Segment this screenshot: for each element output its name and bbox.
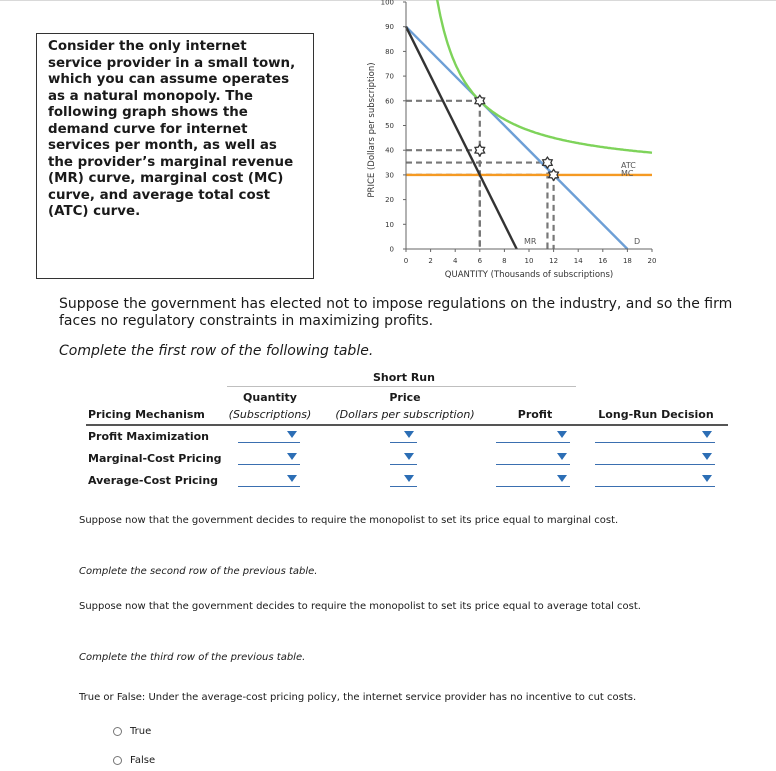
x-tick-label: 12: [549, 257, 559, 265]
scenario-text: Suppose the government has elected not to impose regulations on the industry, and so the firm faces no regulatory constraints in maximizing profits.: [59, 296, 733, 329]
chevron-down-icon: [287, 453, 297, 460]
short-run-rule: [227, 386, 576, 387]
y-tick-label: 70: [385, 72, 394, 81]
profit-dropdown-row2[interactable]: [496, 452, 570, 465]
chevron-down-icon: [287, 475, 297, 482]
chevron-down-icon: [702, 431, 712, 438]
y-axis-label: PRICE (Dollars per subscription): [367, 62, 377, 198]
col-price: [326, 389, 484, 423]
instruction-row2: Complete the second row of the previous table.: [79, 566, 318, 577]
intro-text: Consider the only internet service provider in a small town, which you can assume operates as a natural monopoly. The following graph shows the demand curve for internet services per month, as well as the provider’s marginal revenue (MR) curve, marginal cost (MC) curve, and average total cost (ATC) curve.: [48, 39, 296, 219]
x-tick-label: 16: [598, 257, 608, 265]
header-rule: [86, 424, 728, 426]
col-long-run-label: Long-Run Decision: [598, 408, 714, 421]
y-tick-label: 0: [389, 245, 394, 254]
long-run-dropdown-row3[interactable]: [595, 474, 715, 487]
ac-pricing-text: Suppose now that the government decides to require the monopolist to set its price equal to average total cost.: [79, 601, 641, 612]
y-tick-label: 40: [385, 146, 394, 155]
y-tick-label: 60: [385, 97, 394, 106]
chevron-down-icon: [404, 431, 414, 438]
col-price-label: Price: [389, 391, 421, 404]
chevron-down-icon: [557, 453, 567, 460]
chevron-down-icon: [287, 431, 297, 438]
y-tick-label: 30: [385, 171, 394, 180]
col-profit: [509, 406, 561, 423]
price-dropdown-row2[interactable]: [390, 452, 417, 465]
x-tick-label: 18: [622, 257, 632, 265]
option-true[interactable]: [113, 726, 151, 737]
col-quantity: [222, 389, 318, 423]
mr-label: MR: [524, 237, 537, 246]
price-dropdown-row1[interactable]: [390, 430, 417, 443]
x-axis-label: QUANTITY (Thousands of subscriptions): [444, 270, 614, 280]
y-tick-label: 10: [385, 220, 394, 229]
mr-curve: [406, 27, 517, 249]
y-tick-label: 100: [380, 0, 394, 7]
col-price-unit: (Dollars per subscription): [335, 408, 475, 421]
x-tick-label: 0: [403, 257, 409, 265]
x-tick-label: 20: [647, 257, 657, 265]
instruction-row1: Complete the first row of the following table.: [59, 343, 374, 359]
chevron-down-icon: [702, 453, 712, 460]
option-false[interactable]: [113, 755, 155, 766]
chevron-down-icon: [557, 431, 567, 438]
atc-curve: [427, 0, 652, 153]
x-tick-label: 14: [573, 257, 583, 265]
y-tick-label: 80: [385, 47, 394, 56]
quantity-dropdown-row2[interactable]: [238, 452, 300, 465]
y-tick-label: 20: [385, 196, 394, 205]
long-run-dropdown-row2[interactable]: [595, 452, 715, 465]
short-run-header: Short Run: [373, 371, 435, 384]
profit-dropdown-row3[interactable]: [496, 474, 570, 487]
x-tick-label: 10: [524, 257, 534, 265]
cost-chart: [352, 0, 672, 290]
option-false-label: False: [130, 755, 156, 766]
col-long-run: [596, 406, 716, 423]
chevron-down-icon: [404, 453, 414, 460]
instruction-row3: Complete the third row of the previous table.: [79, 652, 306, 663]
x-tick-label: 2: [428, 257, 433, 265]
true-false-question: True or False: Under the average-cost pricing policy, the internet service provider has no incentive to cut costs.: [79, 692, 637, 703]
x-tick-label: 4: [452, 257, 458, 265]
col-pricing-mechanism-label: Pricing Mechanism: [88, 408, 205, 421]
star-marker: [475, 145, 485, 156]
quantity-dropdown-row1[interactable]: [238, 430, 300, 443]
row-marginal-cost-pricing: Marginal-Cost Pricing: [88, 452, 222, 465]
col-quantity-unit: (Subscriptions): [228, 408, 312, 421]
col-pricing-mechanism: [88, 406, 205, 423]
chevron-down-icon: [702, 475, 712, 482]
quantity-dropdown-row3[interactable]: [238, 474, 300, 487]
y-tick-label: 90: [385, 23, 394, 32]
radio-button[interactable]: [113, 756, 122, 765]
radio-button[interactable]: [113, 727, 122, 736]
row-profit-maximization: Profit Maximization: [88, 430, 209, 443]
profit-dropdown-row1[interactable]: [496, 430, 570, 443]
x-tick-label: 6: [477, 257, 483, 265]
chevron-down-icon: [557, 475, 567, 482]
d-curve: [406, 27, 627, 249]
x-tick-label: 8: [502, 257, 507, 265]
col-profit-label: Profit: [517, 408, 553, 421]
mc-pricing-text: Suppose now that the government decides to require the monopolist to set its price equal to marginal cost.: [79, 515, 619, 526]
chevron-down-icon: [404, 475, 414, 482]
row-average-cost-pricing: Average-Cost Pricing: [88, 474, 219, 487]
mc-label: MC: [621, 169, 634, 178]
price-dropdown-row3[interactable]: [390, 474, 417, 487]
atc-label: ATC: [621, 161, 636, 170]
option-true-label: True: [130, 726, 152, 737]
col-quantity-label: Quantity: [243, 391, 297, 404]
y-tick-label: 50: [385, 122, 394, 130]
d-label: D: [634, 237, 641, 246]
intro-box: [36, 33, 314, 279]
long-run-dropdown-row1[interactable]: [595, 430, 715, 443]
